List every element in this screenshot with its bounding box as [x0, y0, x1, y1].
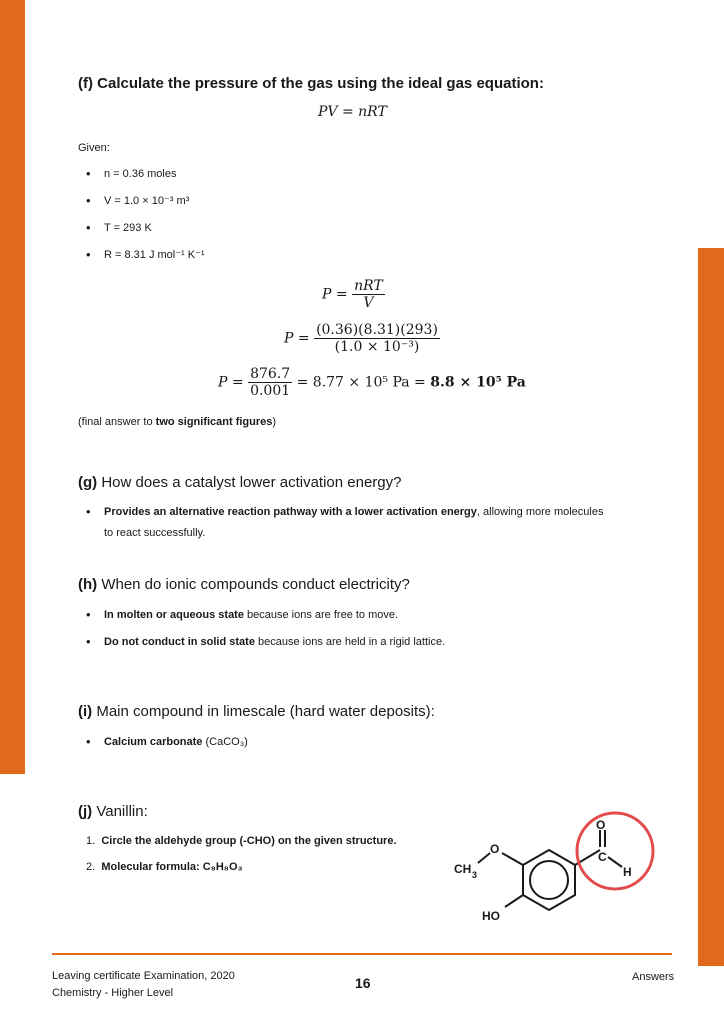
vanillin-structure — [440, 795, 670, 935]
section-j-label: (j) — [78, 803, 93, 820]
footer-rule — [52, 953, 672, 955]
methoxy-oxygen-label: O — [490, 842, 500, 856]
methyl-label: CH — [454, 862, 472, 876]
calc-step-1: P = $\frac{\text{nRT}}{V}$ — [322, 278, 383, 311]
footer-subject: Chemistry - Higher Level — [52, 987, 174, 999]
vanillin-step: 1. Circle the aldehyde group (-CHO) on the given structure. — [86, 835, 397, 847]
section-j-heading — [78, 803, 148, 820]
final-answer: 8.8 × 10⁵ Pa — [430, 374, 526, 391]
aldehyde-highlight-circle — [577, 813, 653, 889]
section-h-question: When do ionic compounds conduct electricity? — [101, 576, 410, 593]
section-j-question: Vanillin: — [96, 803, 148, 820]
section-f-label: (f) — [78, 75, 93, 92]
given-label: Given: — [78, 142, 110, 154]
page-number: 16 — [355, 975, 371, 991]
vanillin-step: 2. Molecular formula: C₈H₈O₃ — [86, 861, 243, 873]
section-f-question: Calculate the pressure of the gas using the ideal gas equation: — [97, 75, 544, 92]
section-h-heading — [78, 576, 410, 593]
benzene-inner-circle — [530, 861, 568, 899]
aldehyde-carbon-label: C — [598, 850, 607, 864]
section-h-label: (h) — [78, 576, 98, 593]
calc-step-2: P = $\frac{(0.36)(8.31)(293)}{\text{(1.0 × 10⁻³)}}$ — [284, 322, 438, 355]
section-g-heading — [78, 474, 401, 491]
section-g-question: How does a catalyst lower activation energy? — [101, 474, 402, 491]
section-i-label: (i) — [78, 703, 93, 720]
footer-section: Answers — [632, 971, 675, 983]
aldehyde-oxygen-label: O — [596, 818, 606, 832]
sig-fig-note: (final answer to two significant figures) — [78, 416, 277, 428]
section-i-heading — [78, 703, 435, 720]
methyl-subscript: 3 — [472, 870, 478, 880]
right-accent-bar — [698, 248, 724, 966]
section-i-question: Main compound in limescale (hard water deposits): — [96, 703, 435, 720]
aldehyde-hydrogen-label: H — [623, 865, 632, 879]
catalyst-answer-continued: to react successfully. — [104, 527, 206, 539]
left-accent-bar — [0, 0, 25, 774]
section-f-heading — [78, 75, 544, 92]
footer-exam: Leaving certificate Examination, 2020 — [52, 970, 235, 982]
section-g-label: (g) — [78, 474, 98, 491]
calc-step-3: P = $\frac{876.7}{0.001}$ = 8.77 × 10⁵ Pa = 8.8 × 10⁵ Pa — [218, 366, 526, 399]
hydroxyl-label: HO — [482, 909, 500, 923]
ideal-gas-equation: PV = nRT — [318, 104, 387, 120]
